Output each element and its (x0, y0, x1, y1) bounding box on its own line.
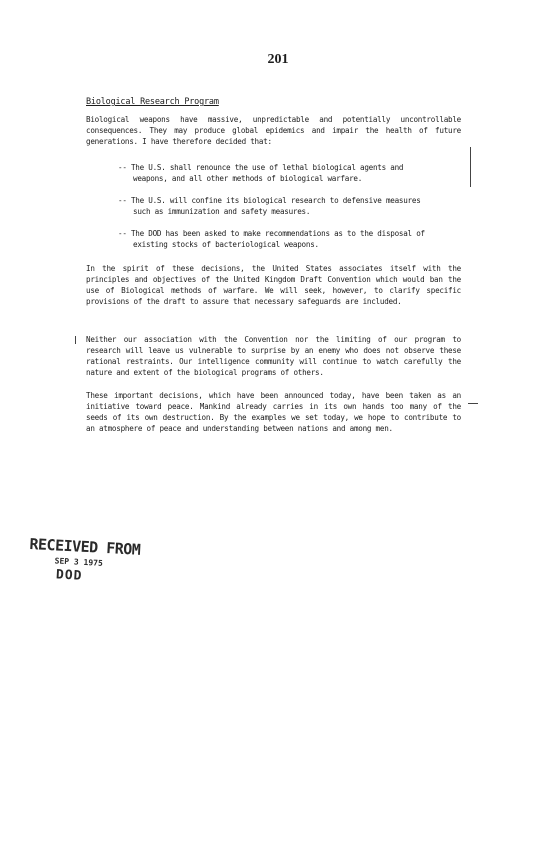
body-paragraph: Neither our association with the Convention nor the limiting of our program to research will leave us vulnerable to surprise by an enemy who does not observe these rational restraints. Our intelligence community will continue to watch carefully the nature and extent of the biological programs of others. (86, 335, 461, 377)
bullet-item: -- The U.S. shall renounce the use of lethal biological agents and weapons, and all other methods of biological warfare. (118, 163, 404, 183)
received-stamp (28, 535, 141, 587)
margin-mark (75, 336, 76, 344)
stamp-received-from: RECEIVED FROM (29, 535, 141, 559)
body-paragraph: These important decisions, which have been announced today, have been taken as an initiative toward peace. Mankind already carries in its own hands too many of the seeds of its own destruction. By the examples we set today, we hope to contribute to an atmosphere of peace and understanding between nations and among men. (86, 391, 461, 433)
intro-paragraph: Biological weapons have massive, unpredictable and potentially uncontrollable consequences. They may produce global epidemics and impair the health of future generations. I have therefore decided that: (86, 115, 461, 146)
margin-dash (468, 403, 478, 404)
page-number: 201 (267, 52, 289, 67)
stamp-date: SEP 3 1975 (54, 556, 104, 568)
body-paragraph: In the spirit of these decisions, the United States associates itself with the principles and objectives of the United Kingdom Draft Convention which would ban the use of Biological methods of warfare. We will seek, however, to clarify specific provisions of the draft to assure that necessary safeguards are included. (86, 264, 461, 306)
bullet-item: -- The U.S. will confine its biological research to defensive measures such as immunization and safety measures. (118, 196, 421, 216)
margin-bracket (470, 147, 471, 187)
bullet-item: -- The DOD has been asked to make recommendations as to the disposal of existing stocks of bacteriological weapons. (118, 229, 425, 249)
stamp-agency: DOD (55, 567, 83, 584)
section-heading: Biological Research Program (86, 97, 219, 107)
